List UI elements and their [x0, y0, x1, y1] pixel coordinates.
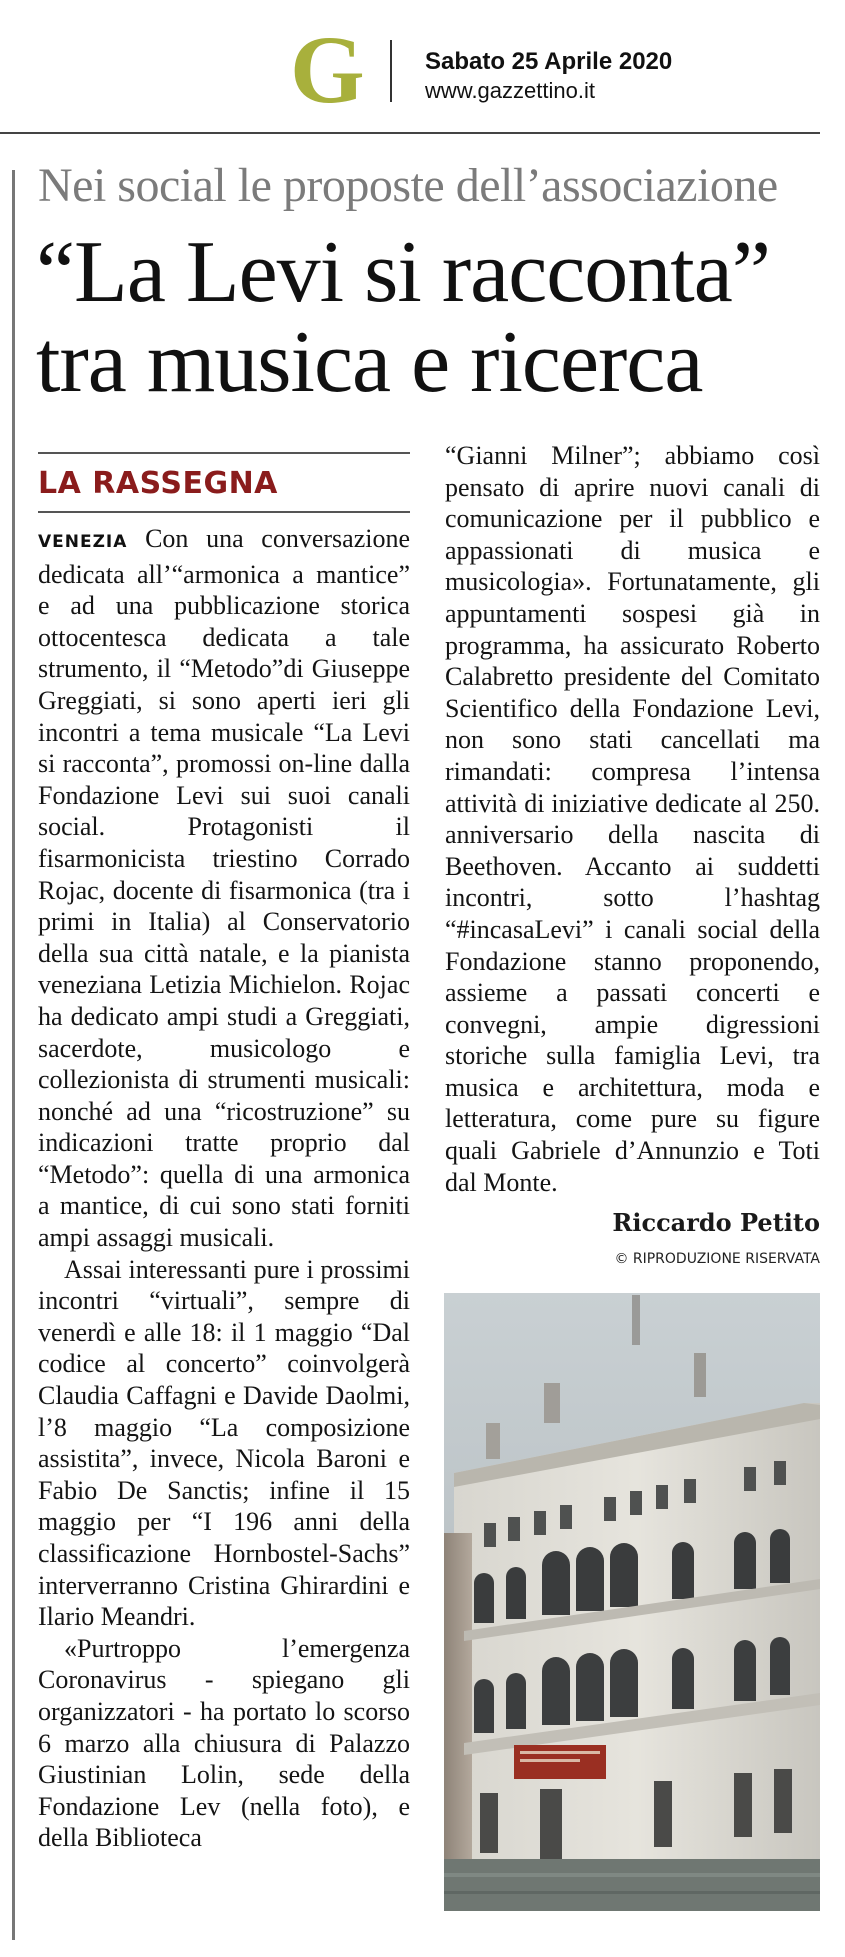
- article-column-1: [38, 452, 410, 1854]
- headline-line-1: “La Levi si racconta”: [36, 224, 770, 321]
- left-column-rule: [12, 170, 15, 1940]
- article-column-2: [445, 440, 820, 1267]
- paragraph-1: [38, 523, 410, 1254]
- section-rule-top: [38, 452, 410, 454]
- palazzo-photo: [444, 1293, 820, 1911]
- copyright-notice: © RIPRODUZIONE RISERVATA: [614, 1251, 820, 1268]
- paragraph-3-start: «Purtroppo l’emergenza Coronavirus - spiegano gli organizzatori - ha portato lo scorso 6 marzo alla chiusura di Palazzo Giustinian Lolin, sede della Fondazione Lev (nella foto), e della Biblioteca: [38, 1633, 410, 1853]
- gazzettino-logo: [288, 24, 368, 114]
- headline: [36, 224, 826, 411]
- masthead: [0, 0, 820, 134]
- masthead-divider: [390, 40, 392, 102]
- logo-letter: G: [290, 24, 365, 114]
- issue-date: Sabato 25 Aprile 2020: [425, 48, 673, 75]
- paragraph-1-text: Con una conversazione dedicata all’“armonica a mantice” e ad una pubblicazione storica ottocentesca dedicata a tale strumento, il “Metodo”di Giuseppe Greggiati, si sono aperti ieri gli incontri a tema musicale “La Levi si racconta”, promossi on-line dalla Fondazione Levi sui suoi canali social. Protagonisti il fisarmonicista triestino Corrado Rojac, docente di fisarmonica (tra i primi in Italia) al Conservatorio della sua città natale, e la pianista veneziana Letizia Michielon. Rojac ha dedicato ampi studi a Greggiati, sacerdote, musicologo e collezionista di strumenti musicali: nonché ad una “ricostruzione” su indicazioni tratte proprio dal “Metodo”: quella di una armonica a mantice, di cui sono stati forniti ampi assaggi musicali.: [38, 524, 410, 1253]
- byline: Riccardo Petito: [612, 1208, 820, 1238]
- kicker: Nei social le proposte dell’associazione: [38, 159, 778, 212]
- section-label: LA RASSEGNA: [38, 466, 278, 501]
- paragraph-2: Assai interessanti pure i prossimi incontri “virtuali”, sempre di venerdì e alle 18: il 1 maggio “Dal codice al concerto” coinvolgerà Claudia Caffagni e Davide Daolmi, l’8 maggio “La composizione assistita”, invece, Nicola Baroni e Fabio De Sanctis; infine il 15 maggio per “I 196 anni della classificazione Hornbostel-Sachs” interverranno Cristina Ghirardini e Ilario Meandri.: [38, 1254, 410, 1632]
- website-url[interactable]: www.gazzettino.it: [425, 78, 595, 103]
- headline-line-2: tra musica e ricerca: [36, 314, 703, 411]
- section-rule-bottom: [38, 511, 410, 513]
- paragraph-3-end: “Gianni Milner”; abbiamo così pensato di aprire nuovi canali di comunicazione per il pubblico e appassionati di musica e musicologia». Fortunatamente, gli appuntamenti sospesi già in programma, ha assicurato Roberto Calabretto presidente del Comitato Scientifico della Fondazione Levi, non sono stati cancellati ma rimandati: compresa l’intensa attività di iniziative dedicate al 250. anniversario della nascita di Beethoven. Accanto ai suddetti incontri, sotto l’hashtag “#incasaLevi” i canali social della Fondazione stanno proponendo, assieme a passati concerti e convegni, ampie digressioni storiche sulla famiglia Levi, tra musica e architettura, moda e letteratura, come pure su figure quali Gabriele d’Annunzio e Toti dal Monte.: [445, 441, 820, 1197]
- dateline: VENEZIA: [38, 532, 128, 552]
